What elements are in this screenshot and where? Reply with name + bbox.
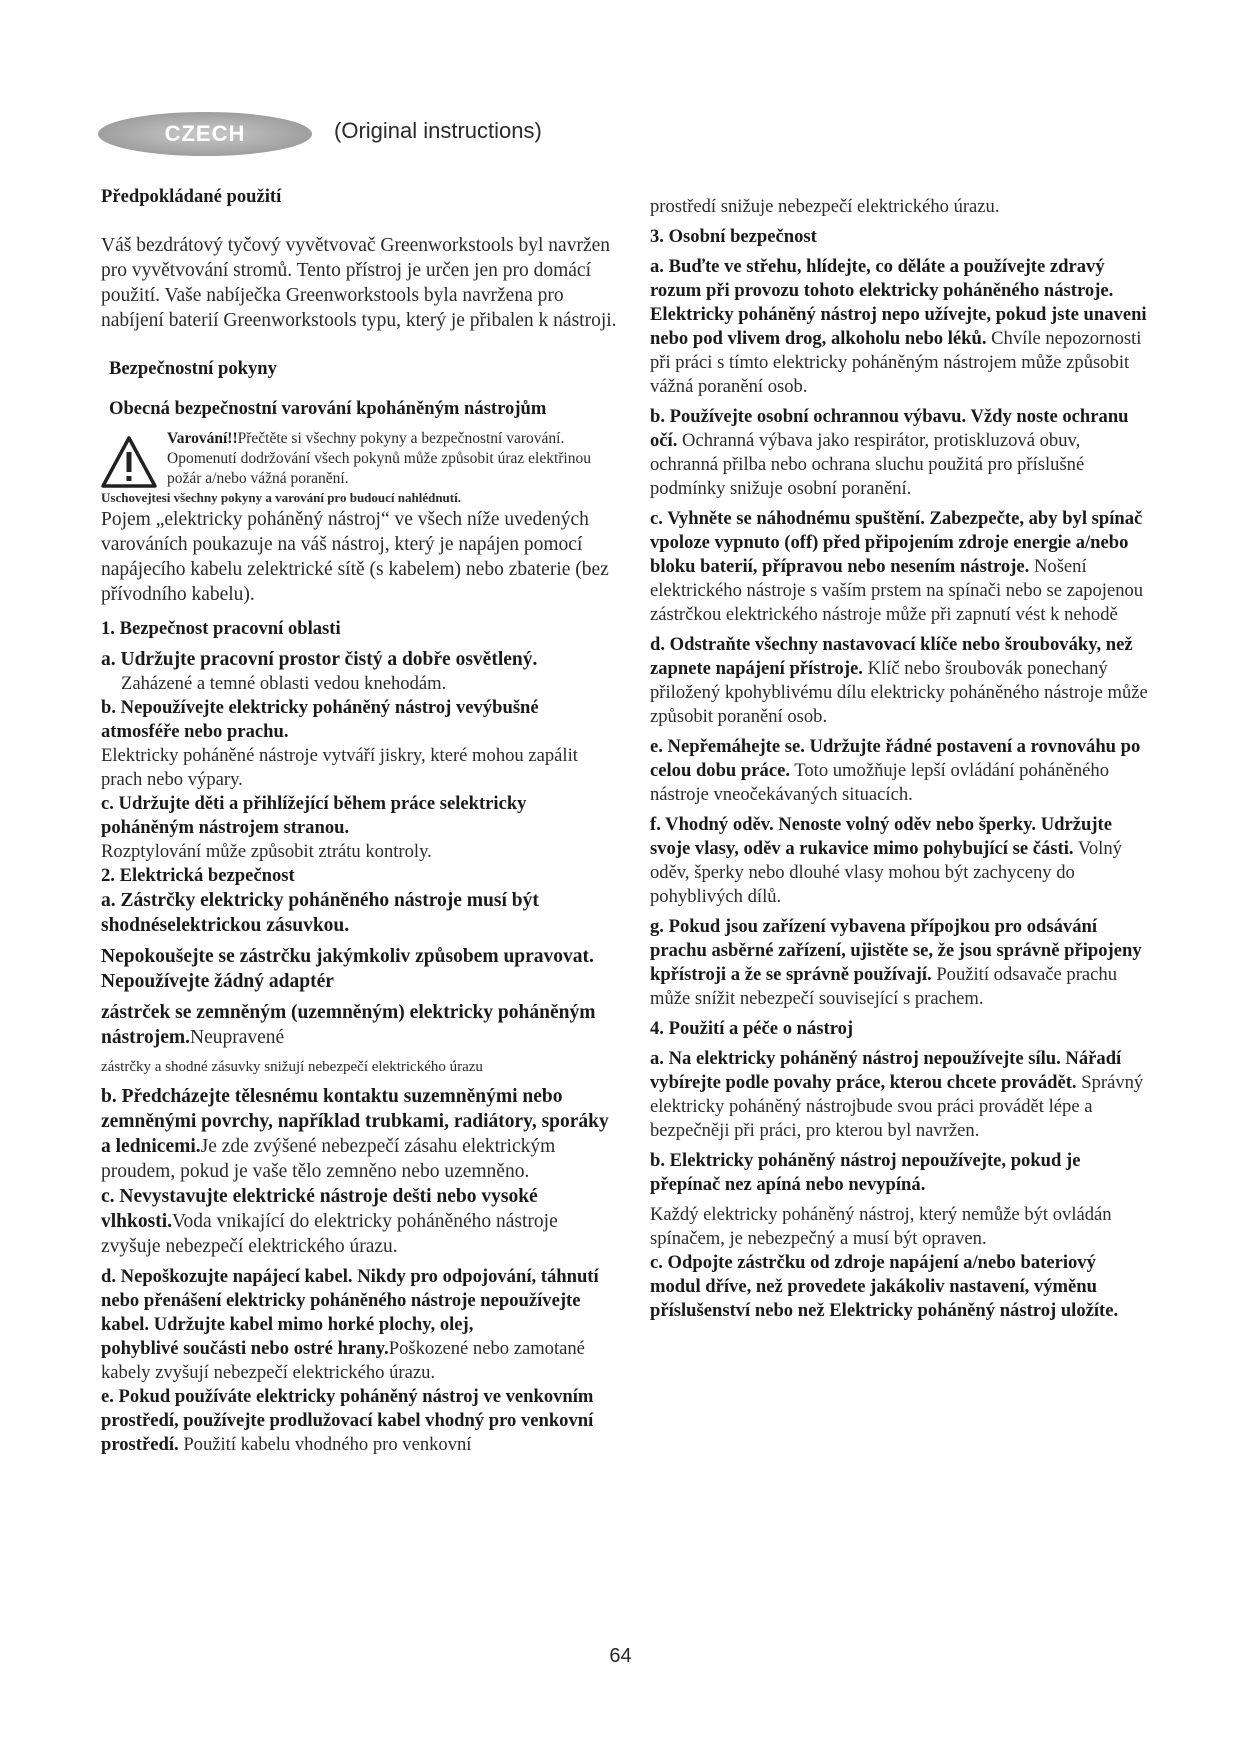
- s3f-rule: f. Vhodný oděv. Nenoste volný oděv nebo šperky. Udržujte svoje vlasy, oděv a rukavice mimo pohybující se části.: [650, 814, 1112, 859]
- section-3-heading: 3. Osobní bezpečnost: [650, 226, 817, 247]
- s1a-rule: a. Udržujte pracovní prostor čistý a dobře osvětlený.: [101, 649, 538, 670]
- s1b-rule: b. Nepoužívejte elektricky poháněný nástroj vevýbušné atmosféře nebo prachu.: [101, 697, 539, 742]
- s3g-rule: g. Pokud jsou zařízení vybavena přípojkou pro odsávání prachu asběrné zařízení, ujistěte se, že jsou správně připojeny kpřístroji a že se správně používají.: [650, 916, 1142, 985]
- original-instructions-label: (Original instructions): [334, 118, 542, 143]
- warning-body: Přečtěte si všechny pokyny a bezpečnostní varování. Opomenutí dodržování všech pokynů může způsobit úraz elektřinou požár a/nebo vážná poranění.: [167, 430, 591, 487]
- safety-heading: Bezpečnostní pokyny: [109, 358, 277, 379]
- s2a-rule-2: Nepokoušejte se zástrčku jakýmkoliv způsobem upravovat. Nepoužívejte žádný adaptér: [101, 946, 594, 992]
- page-number: 64: [609, 1645, 632, 1667]
- s2b-rule: b. Předcházejte tělesnému kontaktu suzemněnými nebo zemněnými povrchy, například trubkami, radiátory, sporáky a lednicemi.: [101, 1086, 609, 1157]
- s2e-text: Použití kabelu vhodného pro venkovní: [183, 1434, 472, 1455]
- s3b-rule: b. Používejte osobní ochrannou výbavu. Vždy noste ochranu očí.: [650, 406, 1129, 451]
- s3g-text: Použití odsavače prachu může snížit nebezpečí související s prachem.: [650, 964, 1118, 1009]
- s1c-rule: c. Udržujte děti a přihlížející během práce selektricky poháněným nástrojem stranou.: [101, 793, 527, 838]
- s4b-text: Každý elektricky poháněný nástroj, který nemůže být ovládán spínačem, je nebezpečný a musí být opraven.: [650, 1204, 1112, 1249]
- page-header: [98, 112, 798, 158]
- continued-text: prostředí snižuje nebezpečí elektrického úrazu.: [650, 196, 1000, 217]
- right-column: [650, 195, 1150, 1323]
- s3d-rule: d. Odstraňte všechny nastavovací klíče nebo šroubováky, než zapnete napájení přístroje.: [650, 634, 1133, 679]
- s2e-rule: e. Pokud používáte elektricky poháněný nástroj ve venkovním prostředí, používejte prodlužovací kabel vhodný pro venkovní prostředí.: [101, 1386, 594, 1455]
- s2c-text: Voda vnikající do elektricky poháněného nástroje zvyšuje nebezpečí elektrického úrazu.: [101, 1211, 558, 1257]
- intended-use-text: Váš bezdrátový tyčový vyvětvovač Greenworkstools byl navržen pro vyvětvování stromů. Tento přístroj je určen jen pro domácí použití. Vaše nabíječka Greenworkstools byla navržena pro nabíjení baterií Greenworkstools typu, který je přibalen k nástroji.: [101, 235, 617, 331]
- s3a-text: Chvíle nepozornosti při práci s tímto elektricky poháněným nástrojem může způsobit vážná poranění osob.: [650, 328, 1142, 397]
- s3f-text: Volný oděv, šperky nebo dlouhé vlasy mohou být zachyceny do pohyblivých dílů.: [650, 838, 1122, 907]
- s3e-text: Toto umožňuje lepší ovládání poháněného nástroje vneočekávaných situacích.: [650, 760, 1110, 805]
- s1c-text: Rozptylování může způsobit ztrátu kontroly.: [101, 841, 432, 862]
- s3c-rule: c. Vyhněte se náhodnému spuštění. Zabezpečte, aby byl spínač vpoloze vypnuto (off) před připojením zdroje energie a/nebo bloku baterií, přípravou nebo nesením nástroje.: [650, 508, 1143, 577]
- s1a-text: Zaházené a temné oblasti vedou knehodám.: [121, 673, 447, 694]
- s3a-rule: a. Buďte ve střehu, hlídejte, co děláte a používejte zdravý rozum při provozu tohoto elektricky poháněného nástroje. Elektricky poháněný nástroj nepo užívejte, pokud jste unaveni nebo pod vlivem drog, alkoholu nebo léků.: [650, 256, 1147, 349]
- s3e-rule: e. Nepřemáhejte se. Udržujte řádné postavení a rovnováhu po celou dobu práce.: [650, 736, 1141, 781]
- s2b-text: Je zde zvýšené nebezpečí zásahu elektrickým proudem, pokud je vaše tělo zemněno nebo uzemněno.: [101, 1136, 556, 1182]
- left-column: [101, 185, 621, 1457]
- s4c-rule: c. Odpojte zástrčku od zdroje napájení a/nebo bateriový modul dříve, než provedete jakákoliv nastavení, výměnu příslušenství nebo než Elektricky poháněný nástroj uložíte.: [650, 1252, 1119, 1321]
- s2a-text: Neupravené: [190, 1027, 285, 1048]
- s2a-text-2: zástrčky a shodné zásuvky snižují nebezpečí elektrického úrazu: [101, 1059, 483, 1075]
- s4b-rule: b. Elektricky poháněný nástroj nepoužívejte, pokud je přepínač nez apíná nebo nevypíná.: [650, 1150, 1081, 1195]
- keep-instructions-note: Uschovejtesi všechny pokyny a varování pro budoucí nahlédnutí.: [101, 490, 461, 505]
- s3b-text: Ochranná výbava jako respirátor, protiskluzová obuv, ochranná přilba nebo ochrana sluchu použitá pro příslušné podmínky snižuje osobní poranění.: [650, 430, 1085, 499]
- section-4-heading: 4. Použití a péče o nástroj: [650, 1018, 854, 1039]
- section-2-heading: 2. Elektrická bezpečnost: [101, 865, 295, 886]
- power-tool-term-text: Pojem „elektricky poháněný nástroj“ ve všech níže uvedených varováních poukazuje na váš nástroj, který je napájen pomocí napájecího kabelu zelektrické sítě (s kabelem) nebo zbaterie (bez přívodního kabelu).: [101, 509, 609, 605]
- general-warning-heading: Obecná bezpečnostní varování kpoháněným nástrojům: [109, 398, 547, 419]
- s2a-rule-3: zástrček se zemněným (uzemněným) elektricky poháněným nástrojem.: [101, 1002, 596, 1048]
- language-badge: CZECH: [98, 112, 312, 156]
- s2d-text: Poškozené nebo zamotané kabely zvyšují nebezpečí elektrického úrazu.: [101, 1338, 585, 1383]
- s4a-text: Správný elektricky poháněný nástrojbude svou práci provádět lépe a bezpečněji při práci, pro kterou byl navržen.: [650, 1072, 1144, 1141]
- s4a-rule: a. Na elektricky poháněný nástroj nepoužívejte sílu. Nářadí vybírejte podle povahy práce, kterou chcete provádět.: [650, 1048, 1122, 1093]
- warning-text: [157, 429, 621, 489]
- warning-block: [101, 429, 621, 489]
- s2a-rule: a. Zástrčky elektricky poháněného nástroje musí být shodnéselektrickou zásuvkou.: [101, 890, 539, 936]
- s3c-text: Nošení elektrického nástroje s vaším prstem na spínači nebo se zapojenou zástrčkou elektrického nástroje může při zapnutí vést k nehodě: [650, 556, 1144, 625]
- s2c-rule: c. Nevystavujte elektrické nástroje dešti nebo vysoké vlhkosti.: [101, 1186, 538, 1232]
- s2d-rule: d. Nepoškozujte napájecí kabel. Nikdy pro odpojování, táhnutí nebo přenášení elektricky poháněného nástroje nepoužívejte kabel. Udržujte kabel mimo horké plochy, olej,: [101, 1266, 599, 1335]
- s3d-text: Klíč nebo šroubovák ponechaný přiložený kpohyblivému dílu elektricky poháněného nástroje může způsobit poranění osob.: [650, 658, 1148, 727]
- intended-use-heading: Předpokládané použití: [101, 186, 282, 207]
- s1b-text: Elektricky poháněné nástroje vytváří jiskry, které mohou zapálit prach nebo výpary.: [101, 745, 578, 790]
- warning-lead: Varování!!: [167, 430, 238, 447]
- section-1-heading: 1. Bezpečnost pracovní oblasti: [101, 618, 341, 639]
- s2d-rule-2: pohyblivé součásti nebo ostré hrany.: [101, 1338, 389, 1359]
- warning-triangle-icon: [101, 435, 157, 489]
